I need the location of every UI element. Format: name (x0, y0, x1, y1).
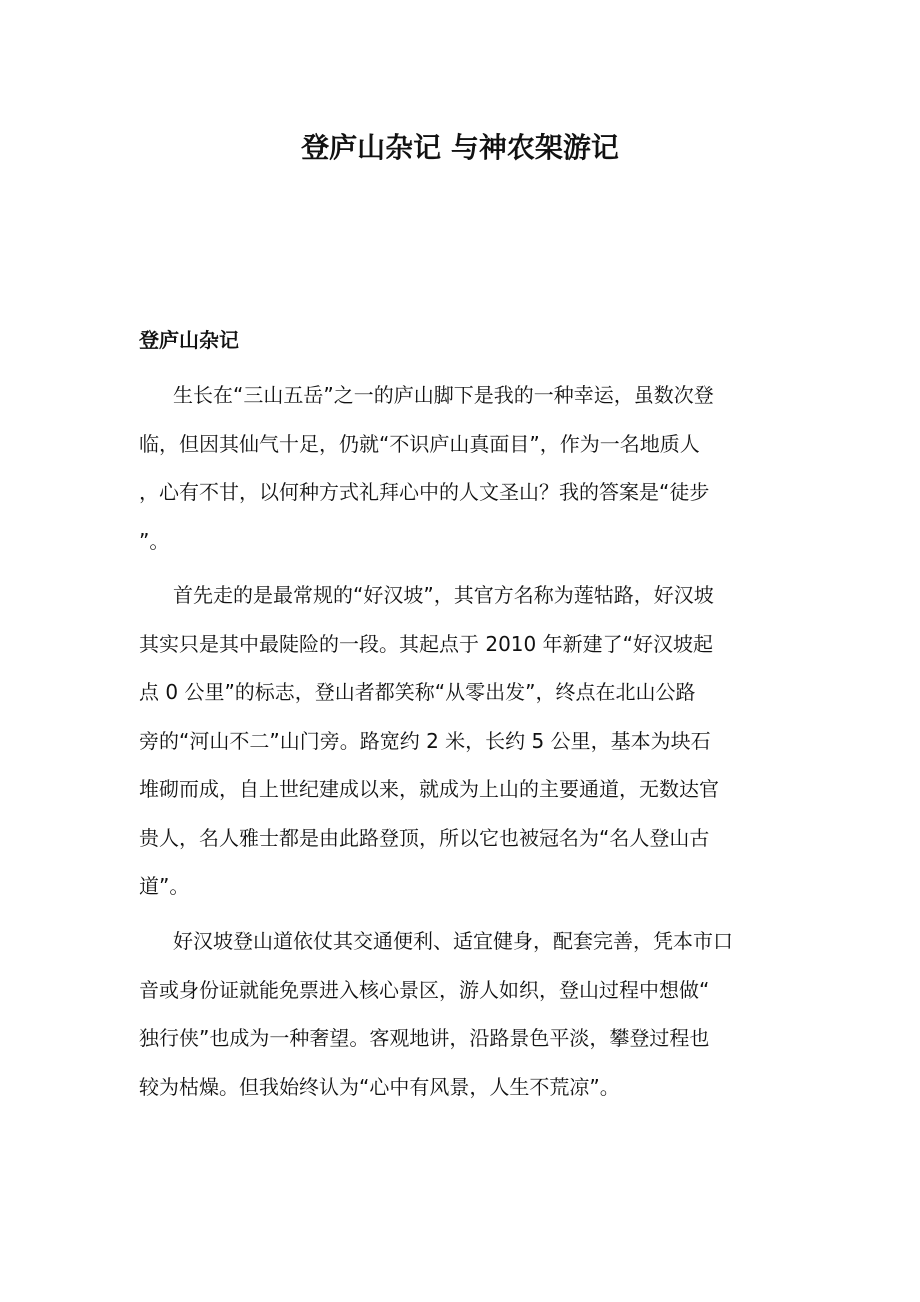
paragraph-1 (139, 371, 781, 565)
paragraph-line: ”。 (139, 528, 170, 553)
paragraph-line: 首先走的是最常规的“好汉坡”，其官方名称为莲牯路，好汉坡 (173, 583, 714, 607)
section-heading: 登庐山杂记 (139, 328, 239, 352)
paragraph-line: 较为枯燥。但我始终认为“心中有风景，人生不荒凉”。 (139, 1074, 620, 1099)
paragraph-line: 点 0 公里”的标志，登山者都笑称“从零出发”，终点在北山公路 (139, 680, 696, 704)
paragraph-line: 贵人，名人雅士都是由此路登顶，所以它也被冠名为“名人登山古 (139, 825, 710, 850)
document-title: 登庐山杂记 与神农架游记 (301, 131, 619, 164)
paragraph-2 (139, 571, 781, 911)
paragraph-line: 生长在“三山五岳”之一的庐山脚下是我的一种幸运，虽数次登 (173, 383, 714, 407)
paragraph-line: 好汉坡登山道依仗其交通便利、适宜健身，配套完善，凭本市口 (173, 929, 733, 953)
paragraph-line: ，心有不甘，以何种方式礼拜心中的人文圣山？我的答案是“徒步 (139, 480, 710, 504)
paragraph-line: 其实只是其中最陡险的一段。其起点于 2010 年新建了“好汉坡起 (139, 631, 713, 656)
paragraph-line: 音或身份证就能免票进入核心景区，游人如织，登山过程中想做“ (139, 977, 710, 1002)
paragraph-line: 独行侠”也成为一种奢望。客观地讲，沿路景色平淡，攀登过程也 (139, 1026, 710, 1050)
paragraph-line: 临，但因其仙气十足，仍就“不识庐山真面目”，作为一名地质人 (139, 431, 700, 456)
paragraph-line: 堆砌而成，自上世纪建成以来，就成为上山的主要通道，无数达官 (139, 777, 719, 801)
paragraph-line: 旁的“河山不二”山门旁。路宽约 2 米，长约 5 公里，基本为块石 (139, 728, 711, 753)
paragraph-line: 道”。 (139, 874, 190, 898)
paragraph-3 (139, 917, 781, 1111)
